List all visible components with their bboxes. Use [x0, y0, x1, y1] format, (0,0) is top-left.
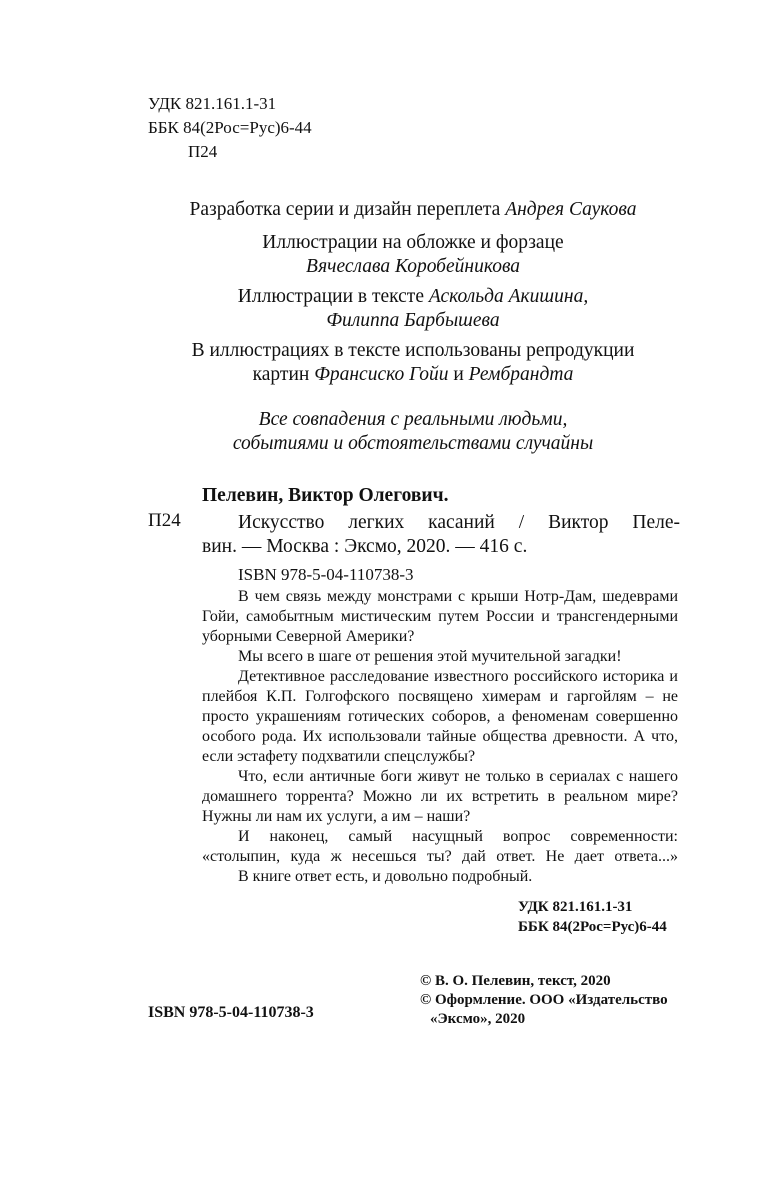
- annotation-paragraph: Детективное расследование известного российского историка и плейбоя К.П. Голгофского посвящено химерам и гаргойлям – не просто украшениям готических соборов, а феноменам совершенно особого рода. Их использовали тайные общества древности. А что, если эстафету подхватили спецслужбы?: [202, 668, 678, 765]
- author-mark: П24: [188, 142, 218, 161]
- annotation: [202, 587, 678, 887]
- credit-label: Иллюстрации на обложке и форзаце: [262, 232, 564, 253]
- disclaimer-line: Все совпадения с реальными людьми,: [258, 409, 568, 430]
- credit-series-design: [130, 198, 696, 222]
- annotation-paragraph: И наконец, самый насущный вопрос современности: «столыпин, куда ж несешься ты? дай ответ. Не дает ответа...»: [202, 828, 678, 865]
- credit-label: картин: [252, 364, 310, 385]
- credit-label: В иллюстрациях в тексте использованы репродукции: [191, 340, 635, 361]
- credit-label: Иллюстрации в тексте: [237, 286, 424, 307]
- copyright-design: © Оформление. ООО «Издательство: [420, 992, 668, 1008]
- udk-code: УДК 821.161.1-31: [148, 94, 277, 113]
- annotation-paragraph: В чем связь между монстрами с крыши Нотр-Дам, шедеврами Гойи, самобытным мистическим путем России и трансгендерными уборными Северной Америки?: [202, 588, 678, 645]
- footer-isbn: ISBN 978-5-04-110738-3: [148, 1004, 314, 1021]
- copyright-block: [420, 972, 668, 1029]
- catalog-title-line: Искусство легких касаний / Виктор Пеле-: [238, 512, 680, 533]
- credit-person: Вячеслава Коробейникова: [305, 256, 521, 277]
- annotation-paragraph: В книге ответ есть, и довольно подробный.: [238, 868, 533, 885]
- credit-cover-illustrations: [130, 231, 696, 279]
- credit-person: Филиппа Барбышева: [326, 310, 500, 331]
- footer-codes: [518, 897, 667, 937]
- catalog-code: П24: [148, 510, 181, 531]
- footer-bbk: ББК 84(2Рос=Рус)6-44: [518, 919, 667, 935]
- catalog-author: Пелевин, Виктор Олегович.: [202, 485, 449, 506]
- disclaimer-line: событиями и обстоятельствами случайны: [232, 433, 594, 454]
- credit-person: Андрея Саукова: [505, 199, 637, 220]
- credit-person: Аскольда Акишина,: [428, 286, 589, 307]
- copyright-design-cont: «Эксмо», 2020: [430, 1011, 526, 1027]
- credit-label: Разработка серии и дизайн переплета: [189, 199, 501, 220]
- catalog-title-line: вин. — Москва : Эксмо, 2020. — 416 с.: [202, 536, 528, 557]
- credit-person: Франсиско Гойи: [314, 364, 449, 385]
- catalog-isbn: ISBN 978-5-04-110738-3: [238, 565, 414, 584]
- annotation-paragraph: Что, если античные боги живут не только в сериалах с нашего домашнего торрента? Можно ли их встретить в реальном мире? Нужны ли нам их услуги, а им – наши?: [202, 768, 678, 825]
- bbk-code: ББК 84(2Рос=Рус)6-44: [148, 118, 312, 137]
- credit-person: Рембрандта: [468, 364, 574, 385]
- catalog-title: [202, 511, 680, 559]
- credit-conj: и: [453, 364, 464, 385]
- header-codes: [148, 92, 312, 164]
- footer-udk: УДК 821.161.1-31: [518, 899, 633, 915]
- credit-reproductions: [130, 339, 696, 387]
- disclaimer: [130, 408, 696, 456]
- credit-text-illustrations: [130, 285, 696, 333]
- copyright-text: © В. О. Пелевин, текст, 2020: [420, 973, 611, 989]
- annotation-paragraph: Мы всего в шаге от решения этой мучительной загадки!: [238, 648, 622, 665]
